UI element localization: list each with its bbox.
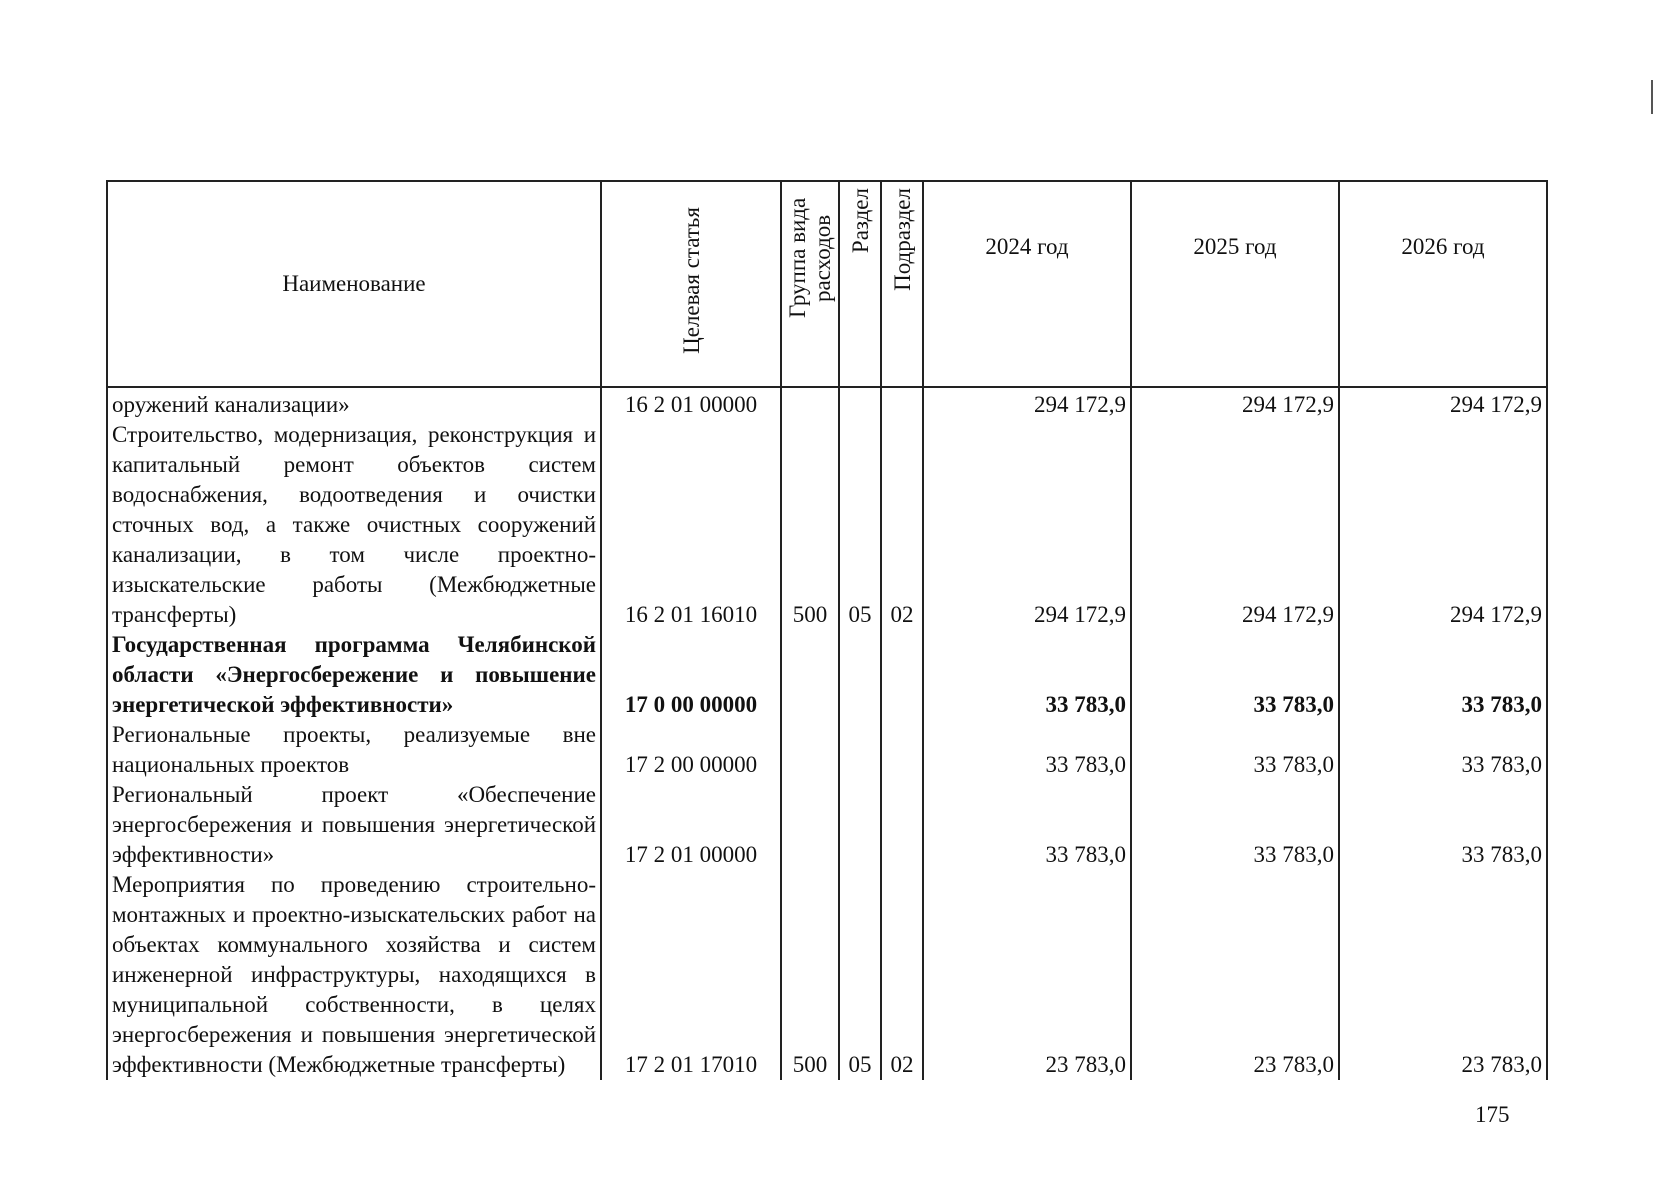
row-value-2024: 33 783,0 <box>923 630 1131 720</box>
row-subsection <box>881 630 923 720</box>
row-subsection <box>881 780 923 870</box>
header-year-2025: 2025 год <box>1131 181 1339 387</box>
row-name: Мероприятия по проведению строительно-монтажных и проектно-изыскательских работ на объектах коммунального хозяйства и систем инженерной инфраструктуры, находящихся в муниципальной собственности, в целях энергосбережения и повышения энергетической эффективности (Межбюджетные трансферты) <box>107 870 601 1080</box>
row-target-code: 17 0 00 00000 <box>601 630 781 720</box>
header-subsection: Подраздел <box>881 181 923 387</box>
row-value-2025: 294 172,9 <box>1131 387 1339 420</box>
row-expense-group: 500 <box>781 870 839 1080</box>
row-expense-group <box>781 387 839 420</box>
row-name: оружений канализации» <box>107 387 601 420</box>
scan-edge-mark <box>1651 80 1653 114</box>
row-expense-group <box>781 720 839 780</box>
row-value-2025: 23 783,0 <box>1131 870 1339 1080</box>
table-row <box>107 780 1547 870</box>
table-body <box>107 387 1547 1080</box>
header-expense-group: Группа вида расходов <box>781 181 839 387</box>
row-section <box>839 780 881 870</box>
budget-table <box>106 180 1548 1080</box>
row-value-2026: 294 172,9 <box>1339 420 1547 630</box>
row-value-2026: 33 783,0 <box>1339 780 1547 870</box>
row-value-2026: 23 783,0 <box>1339 870 1547 1080</box>
row-section <box>839 720 881 780</box>
header-name: Наименование <box>107 181 601 387</box>
row-section <box>839 387 881 420</box>
row-value-2024: 33 783,0 <box>923 780 1131 870</box>
row-subsection <box>881 720 923 780</box>
row-name: Государственная программа Челябинской области «Энергосбережение и повышение энергетической эффективности» <box>107 630 601 720</box>
table-row <box>107 630 1547 720</box>
row-value-2024: 294 172,9 <box>923 420 1131 630</box>
row-value-2025: 294 172,9 <box>1131 420 1339 630</box>
row-target-code: 17 2 01 17010 <box>601 870 781 1080</box>
row-expense-group <box>781 630 839 720</box>
row-expense-group <box>781 780 839 870</box>
row-value-2025: 33 783,0 <box>1131 720 1339 780</box>
row-value-2024: 23 783,0 <box>923 870 1131 1080</box>
row-target-code: 17 2 00 00000 <box>601 720 781 780</box>
header-section: Раздел <box>839 181 881 387</box>
row-name: Региональный проект «Обеспечение энергосбережения и повышения энергетической эффективности» <box>107 780 601 870</box>
row-name: Строительство, модернизация, реконструкция и капитальный ремонт объектов систем водоснабжения, водоотведения и очистки сточных вод, а также очистных сооружений канализации, в том числе проектно-изыскательские работы (Межбюджетные трансферты) <box>107 420 601 630</box>
row-subsection <box>881 387 923 420</box>
row-value-2024: 33 783,0 <box>923 720 1131 780</box>
page-number: 175 <box>1475 1102 1510 1127</box>
table-row <box>107 870 1547 1080</box>
table-row <box>107 420 1547 630</box>
row-value-2026: 294 172,9 <box>1339 387 1547 420</box>
row-target-code: 16 2 01 00000 <box>601 387 781 420</box>
header-year-2026: 2026 год <box>1339 181 1547 387</box>
header-year-2024: 2024 год <box>923 181 1131 387</box>
row-section: 05 <box>839 870 881 1080</box>
table-row <box>107 387 1547 420</box>
row-subsection: 02 <box>881 870 923 1080</box>
row-section: 05 <box>839 420 881 630</box>
row-expense-group: 500 <box>781 420 839 630</box>
row-value-2025: 33 783,0 <box>1131 780 1339 870</box>
row-name: Региональные проекты, реализуемые вне национальных проектов <box>107 720 601 780</box>
row-value-2024: 294 172,9 <box>923 387 1131 420</box>
row-target-code: 17 2 01 00000 <box>601 780 781 870</box>
row-value-2025: 33 783,0 <box>1131 630 1339 720</box>
table-row <box>107 720 1547 780</box>
row-target-code: 16 2 01 16010 <box>601 420 781 630</box>
row-value-2026: 33 783,0 <box>1339 720 1547 780</box>
row-section <box>839 630 881 720</box>
table-header <box>107 181 1547 387</box>
row-subsection: 02 <box>881 420 923 630</box>
header-target-article: Целевая статья <box>601 181 781 387</box>
row-value-2026: 33 783,0 <box>1339 630 1547 720</box>
